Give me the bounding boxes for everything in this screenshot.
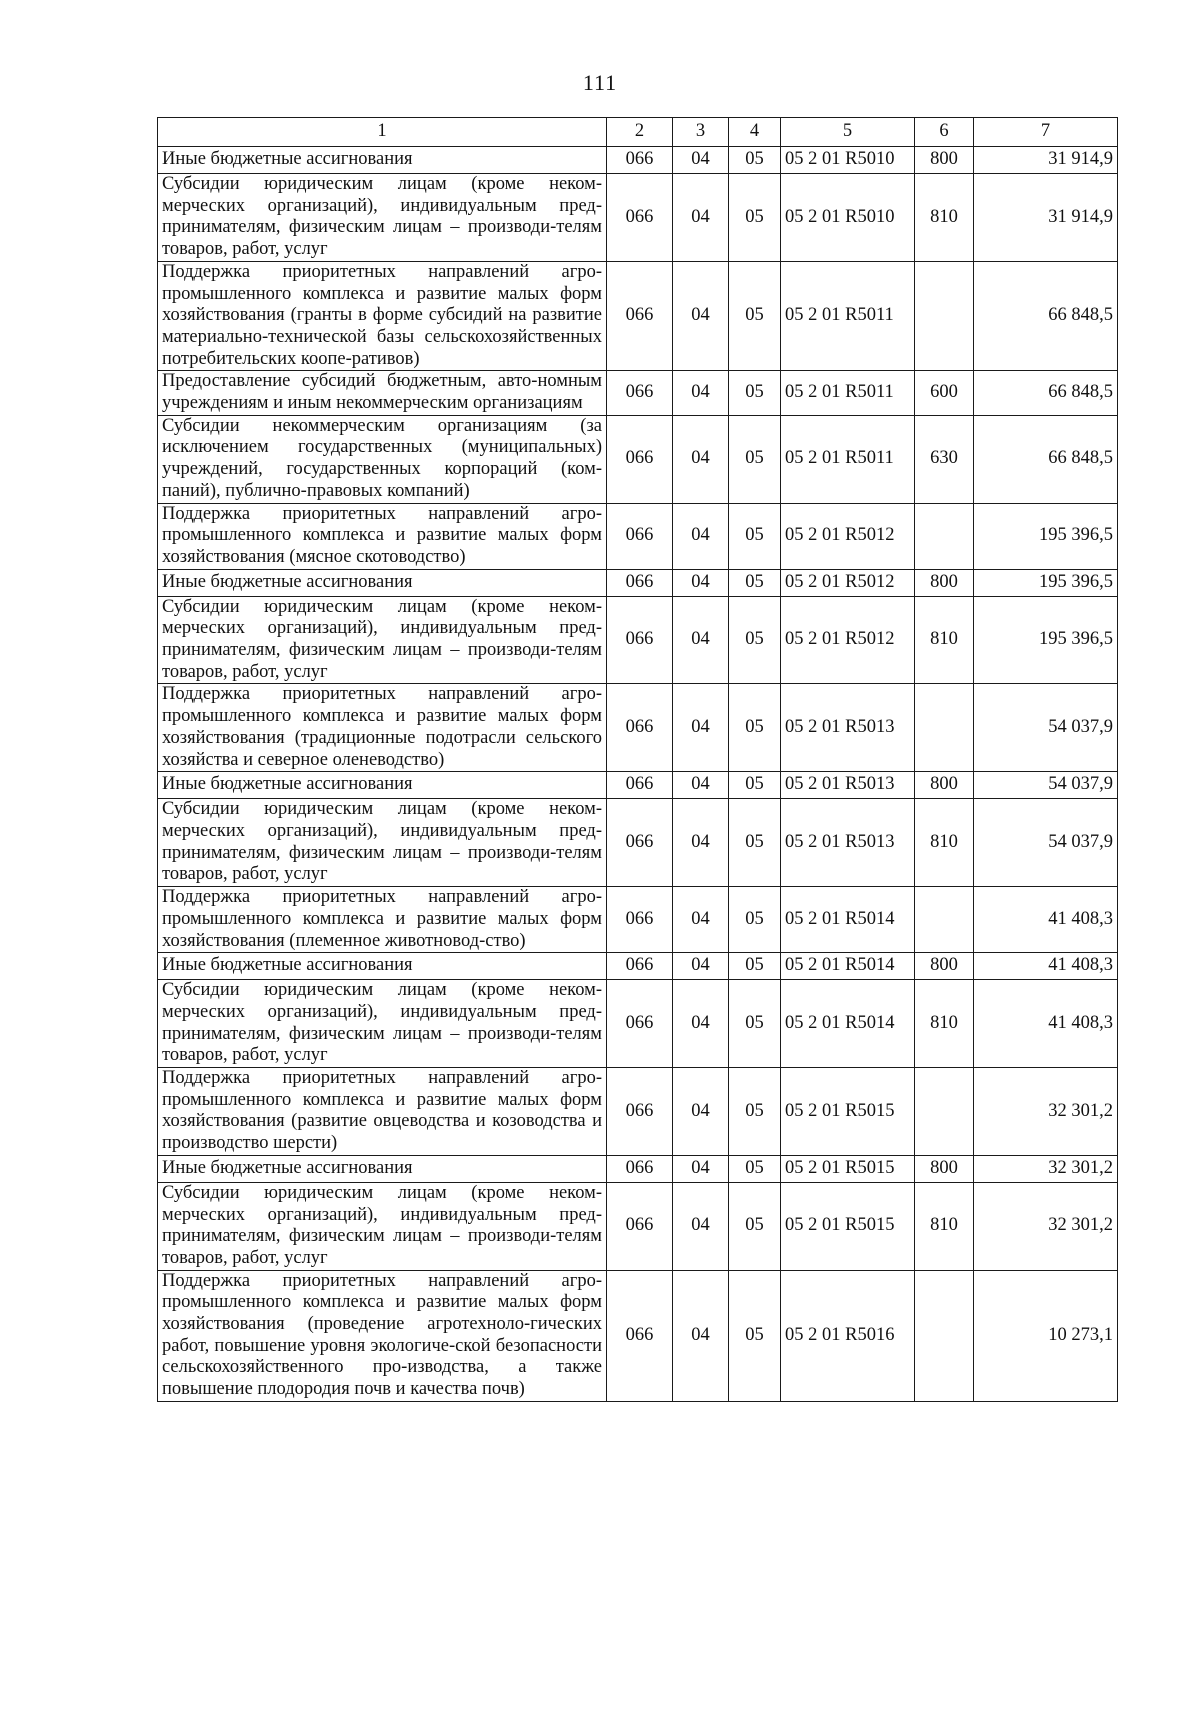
table-row	[158, 147, 1118, 174]
subsection-code-cell: 05	[729, 772, 781, 799]
section-code-cell: 04	[673, 596, 729, 684]
row-name-cell: Иные бюджетные ассигнования	[158, 772, 607, 799]
amount-cell: 66 848,5	[974, 261, 1118, 371]
expense-type-cell	[915, 1270, 974, 1401]
table-row	[158, 887, 1118, 953]
target-article-cell: 05 2 01 R5015	[781, 1182, 915, 1270]
row-name-cell: Субсидии юридическим лицам (кроме неком-мерческих организаций), индивидуальным пред-принимателям, физическим лицам – производи-телям товаров, работ, услуг	[158, 1182, 607, 1270]
subsection-code-cell: 05	[729, 980, 781, 1068]
section-code-cell: 04	[673, 147, 729, 174]
expense-type-cell: 800	[915, 1155, 974, 1182]
table-row	[158, 980, 1118, 1068]
row-name-cell: Поддержка приоритетных направлений агро-промышленного комплекса и развитие малых форм хозяйствования (племенное животновод-ство)	[158, 887, 607, 953]
amount-cell: 32 301,2	[974, 1182, 1118, 1270]
section-code-cell: 04	[673, 1068, 729, 1156]
subsection-code-cell: 05	[729, 261, 781, 371]
page-number: 111	[582, 70, 618, 95]
grbs-code-cell: 066	[607, 980, 673, 1068]
table-row	[158, 1155, 1118, 1182]
subsection-code-cell: 05	[729, 1068, 781, 1156]
header-col-7: 7	[974, 118, 1118, 147]
amount-cell: 54 037,9	[974, 684, 1118, 772]
section-code-cell: 04	[673, 1182, 729, 1270]
subsection-code-cell: 05	[729, 569, 781, 596]
row-name-cell: Поддержка приоритетных направлений агро-промышленного комплекса и развитие малых форм хозяйствования (мясное скотоводство)	[158, 503, 607, 569]
grbs-code-cell: 066	[607, 1182, 673, 1270]
table-row	[158, 953, 1118, 980]
subsection-code-cell: 05	[729, 684, 781, 772]
amount-cell: 31 914,9	[974, 147, 1118, 174]
grbs-code-cell: 066	[607, 569, 673, 596]
table-row	[158, 371, 1118, 415]
table-body	[158, 147, 1118, 1402]
subsection-code-cell: 05	[729, 415, 781, 503]
expense-type-cell	[915, 1068, 974, 1156]
target-article-cell: 05 2 01 R5010	[781, 174, 915, 262]
subsection-code-cell: 05	[729, 174, 781, 262]
row-name-cell: Поддержка приоритетных направлений агро-промышленного комплекса и развитие малых форм хозяйствования (развитие овцеводства и козоводства и производство шерсти)	[158, 1068, 607, 1156]
amount-cell: 54 037,9	[974, 772, 1118, 799]
target-article-cell: 05 2 01 R5015	[781, 1068, 915, 1156]
expense-type-cell: 800	[915, 569, 974, 596]
section-code-cell: 04	[673, 261, 729, 371]
amount-cell: 66 848,5	[974, 371, 1118, 415]
expense-type-cell: 800	[915, 953, 974, 980]
grbs-code-cell: 066	[607, 371, 673, 415]
grbs-code-cell: 066	[607, 1155, 673, 1182]
row-name-cell: Субсидии юридическим лицам (кроме неком-мерческих организаций), индивидуальным пред-принимателям, физическим лицам – производи-телям товаров, работ, услуг	[158, 174, 607, 262]
grbs-code-cell: 066	[607, 1270, 673, 1401]
grbs-code-cell: 066	[607, 1068, 673, 1156]
table-row	[158, 772, 1118, 799]
target-article-cell: 05 2 01 R5013	[781, 799, 915, 887]
header-col-4: 4	[729, 118, 781, 147]
expense-type-cell	[915, 684, 974, 772]
grbs-code-cell: 066	[607, 772, 673, 799]
amount-cell: 10 273,1	[974, 1270, 1118, 1401]
target-article-cell: 05 2 01 R5013	[781, 772, 915, 799]
grbs-code-cell: 066	[607, 887, 673, 953]
header-col-6: 6	[915, 118, 974, 147]
subsection-code-cell: 05	[729, 596, 781, 684]
expense-type-cell: 810	[915, 174, 974, 262]
subsection-code-cell: 05	[729, 799, 781, 887]
header-row	[158, 118, 1118, 147]
target-article-cell: 05 2 01 R5012	[781, 503, 915, 569]
row-name-cell: Предоставление субсидий бюджетным, авто-номным учреждениям и иным некоммерческим организациям	[158, 371, 607, 415]
row-name-cell: Поддержка приоритетных направлений агро-промышленного комплекса и развитие малых форм хозяйствования (традиционные подотрасли сельского хозяйства и северное оленеводство)	[158, 684, 607, 772]
expense-type-cell	[915, 887, 974, 953]
target-article-cell: 05 2 01 R5012	[781, 569, 915, 596]
expense-type-cell: 600	[915, 371, 974, 415]
amount-cell: 32 301,2	[974, 1155, 1118, 1182]
row-name-cell: Субсидии юридическим лицам (кроме неком-мерческих организаций), индивидуальным пред-принимателям, физическим лицам – производи-телям товаров, работ, услуг	[158, 799, 607, 887]
row-name-cell: Иные бюджетные ассигнования	[158, 1155, 607, 1182]
grbs-code-cell: 066	[607, 147, 673, 174]
header-col-1: 1	[158, 118, 607, 147]
expense-type-cell: 810	[915, 596, 974, 684]
target-article-cell: 05 2 01 R5011	[781, 415, 915, 503]
grbs-code-cell: 066	[607, 799, 673, 887]
row-name-cell: Субсидии некоммерческим организациям (за исключением государственных (муниципальных) учреждений, государственных корпораций (ком-паний), публично-правовых компаний)	[158, 415, 607, 503]
target-article-cell: 05 2 01 R5015	[781, 1155, 915, 1182]
section-code-cell: 04	[673, 772, 729, 799]
header-col-2: 2	[607, 118, 673, 147]
section-code-cell: 04	[673, 953, 729, 980]
amount-cell: 195 396,5	[974, 503, 1118, 569]
table-row	[158, 596, 1118, 684]
row-name-cell: Иные бюджетные ассигнования	[158, 953, 607, 980]
expense-type-cell	[915, 503, 974, 569]
expense-type-cell: 800	[915, 772, 974, 799]
expense-type-cell: 800	[915, 147, 974, 174]
table-row	[158, 174, 1118, 262]
section-code-cell: 04	[673, 980, 729, 1068]
budget-table	[157, 117, 1118, 1402]
row-name-cell: Поддержка приоритетных направлений агро-промышленного комплекса и развитие малых форм хозяйствования (гранты в форме субсидий на развитие материально-технической базы сельскохозяйственных потребительских коопе-ративов)	[158, 261, 607, 371]
row-name-cell: Субсидии юридическим лицам (кроме неком-мерческих организаций), индивидуальным пред-принимателям, физическим лицам – производи-телям товаров, работ, услуг	[158, 596, 607, 684]
subsection-code-cell: 05	[729, 503, 781, 569]
amount-cell: 66 848,5	[974, 415, 1118, 503]
amount-cell: 195 396,5	[974, 569, 1118, 596]
row-name-cell: Иные бюджетные ассигнования	[158, 147, 607, 174]
amount-cell: 41 408,3	[974, 980, 1118, 1068]
table-row	[158, 1270, 1118, 1401]
target-article-cell: 05 2 01 R5013	[781, 684, 915, 772]
table-row	[158, 799, 1118, 887]
target-article-cell: 05 2 01 R5016	[781, 1270, 915, 1401]
section-code-cell: 04	[673, 503, 729, 569]
grbs-code-cell: 066	[607, 684, 673, 772]
target-article-cell: 05 2 01 R5014	[781, 953, 915, 980]
subsection-code-cell: 05	[729, 371, 781, 415]
grbs-code-cell: 066	[607, 953, 673, 980]
amount-cell: 41 408,3	[974, 887, 1118, 953]
expense-type-cell: 630	[915, 415, 974, 503]
grbs-code-cell: 066	[607, 503, 673, 569]
amount-cell: 32 301,2	[974, 1068, 1118, 1156]
row-name-cell: Иные бюджетные ассигнования	[158, 569, 607, 596]
target-article-cell: 05 2 01 R5014	[781, 887, 915, 953]
section-code-cell: 04	[673, 174, 729, 262]
target-article-cell: 05 2 01 R5012	[781, 596, 915, 684]
table-row	[158, 569, 1118, 596]
section-code-cell: 04	[673, 1155, 729, 1182]
target-article-cell: 05 2 01 R5011	[781, 371, 915, 415]
subsection-code-cell: 05	[729, 1155, 781, 1182]
section-code-cell: 04	[673, 371, 729, 415]
amount-cell: 195 396,5	[974, 596, 1118, 684]
subsection-code-cell: 05	[729, 147, 781, 174]
target-article-cell: 05 2 01 R5010	[781, 147, 915, 174]
subsection-code-cell: 05	[729, 887, 781, 953]
table-row	[158, 503, 1118, 569]
row-name-cell: Поддержка приоритетных направлений агро-промышленного комплекса и развитие малых форм хозяйствования (проведение агротехноло-гических работ, повышение уровня экологиче-ской безопасности сельскохозяйственного про-изводства, а также повышение плодородия почв и качества почв)	[158, 1270, 607, 1401]
section-code-cell: 04	[673, 887, 729, 953]
expense-type-cell: 810	[915, 1182, 974, 1270]
table-row	[158, 1068, 1118, 1156]
section-code-cell: 04	[673, 415, 729, 503]
subsection-code-cell: 05	[729, 953, 781, 980]
section-code-cell: 04	[673, 799, 729, 887]
grbs-code-cell: 066	[607, 596, 673, 684]
expense-type-cell: 810	[915, 799, 974, 887]
table-row	[158, 1182, 1118, 1270]
header-col-3: 3	[673, 118, 729, 147]
section-code-cell: 04	[673, 1270, 729, 1401]
grbs-code-cell: 066	[607, 174, 673, 262]
table-row	[158, 684, 1118, 772]
section-code-cell: 04	[673, 684, 729, 772]
amount-cell: 41 408,3	[974, 953, 1118, 980]
table-row	[158, 415, 1118, 503]
row-name-cell: Субсидии юридическим лицам (кроме неком-мерческих организаций), индивидуальным пред-принимателям, физическим лицам – производи-телям товаров, работ, услуг	[158, 980, 607, 1068]
subsection-code-cell: 05	[729, 1182, 781, 1270]
target-article-cell: 05 2 01 R5014	[781, 980, 915, 1068]
grbs-code-cell: 066	[607, 261, 673, 371]
expense-type-cell: 810	[915, 980, 974, 1068]
header-col-5: 5	[781, 118, 915, 147]
expense-type-cell	[915, 261, 974, 371]
subsection-code-cell: 05	[729, 1270, 781, 1401]
target-article-cell: 05 2 01 R5011	[781, 261, 915, 371]
table-row	[158, 261, 1118, 371]
grbs-code-cell: 066	[607, 415, 673, 503]
section-code-cell: 04	[673, 569, 729, 596]
amount-cell: 54 037,9	[974, 799, 1118, 887]
amount-cell: 31 914,9	[974, 174, 1118, 262]
